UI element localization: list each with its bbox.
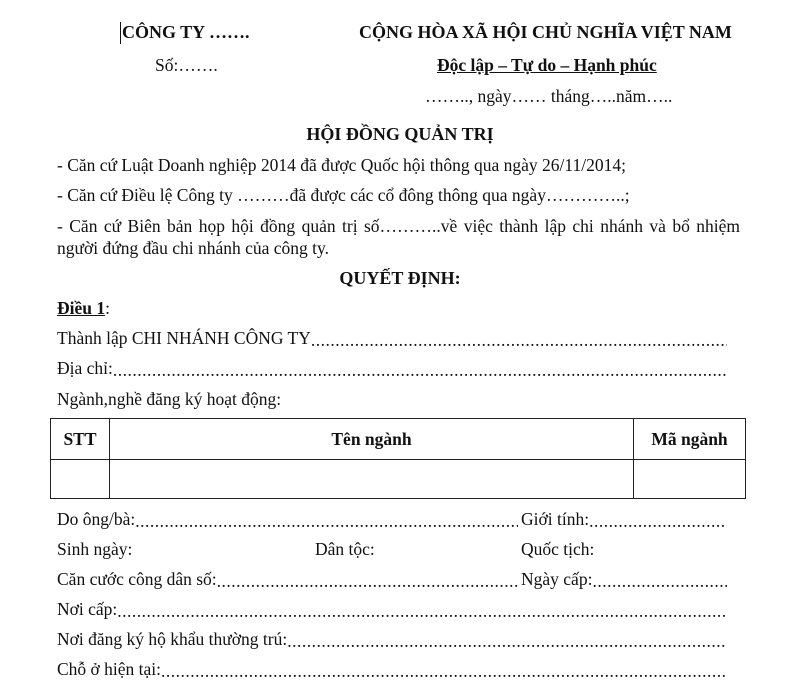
- board-title: HỘI ĐỒNG QUẢN TRỊ: [306, 124, 494, 144]
- gender-label: Giới tính:: [521, 509, 590, 529]
- current-address-line: [57, 659, 727, 680]
- nation-title: CỘNG HÒA XÃ HỘI CHỦ NGHĨA VIỆT NAM: [359, 22, 732, 42]
- establish-field[interactable]: [311, 330, 727, 350]
- text-cursor: [120, 22, 121, 44]
- basis-minutes: - Căn cứ Biên bản họp hội đồng quản trị số………..về việc thành lập chi nhánh và bổ nhiệm người đứng đầu chi nhánh của công ty.: [57, 216, 740, 258]
- current-address-field[interactable]: [161, 661, 727, 681]
- name-label: Do ông/bà:: [57, 509, 136, 529]
- company-name: CÔNG TY …….: [122, 22, 250, 42]
- issue-place-label: Nơi cấp:: [57, 599, 118, 619]
- gender-line: [521, 509, 727, 530]
- column-header-code: Mã ngành: [634, 419, 746, 460]
- document-number: Số:…….: [155, 55, 218, 75]
- nationality-label: Quốc tịch:: [521, 539, 595, 559]
- decision-title: QUYẾT ĐỊNH:: [339, 268, 461, 288]
- residence-line: [57, 629, 727, 650]
- residence-field[interactable]: [287, 631, 727, 651]
- id-line: [57, 569, 518, 590]
- cell-stt[interactable]: [51, 460, 110, 499]
- name-line: [57, 509, 518, 530]
- address-line: [57, 358, 727, 379]
- nation-motto: Độc lập – Tự do – Hạnh phúc: [437, 55, 657, 75]
- basis-law: - Căn cứ Luật Doanh nghiệp 2014 đã được Quốc hội thông qua ngày 26/11/2014;: [57, 155, 626, 175]
- residence-label: Nơi đăng ký hộ khẩu thường trú:: [57, 629, 288, 649]
- issue-date-field[interactable]: [592, 571, 727, 591]
- basis-charter: - Căn cứ Điều lệ Công ty ………đã được các cổ đông thông qua ngày…………..;: [57, 185, 630, 205]
- issue-place-line: [57, 599, 727, 620]
- business-table: [50, 418, 746, 499]
- address-field[interactable]: [113, 360, 727, 380]
- table-row: [51, 460, 746, 499]
- article-1-colon: :: [105, 298, 110, 318]
- business-label: Ngành,nghề đăng ký hoạt động:: [57, 389, 282, 409]
- column-header-name: Tên ngành: [110, 419, 634, 460]
- table-header-row: [51, 419, 746, 460]
- id-label: Căn cước công dân số:: [57, 569, 217, 589]
- id-field[interactable]: [217, 571, 518, 591]
- address-label: Địa chỉ:: [57, 358, 113, 378]
- establish-label: Thành lập CHI NHÁNH CÔNG TY: [57, 328, 311, 348]
- article-1-heading: [57, 298, 110, 319]
- issue-place-field[interactable]: [117, 601, 727, 621]
- column-header-stt: STT: [51, 419, 110, 460]
- current-address-label: Chỗ ở hiện tại:: [57, 659, 162, 679]
- issue-date-label: Ngày cấp:: [521, 569, 593, 589]
- birth-label: Sinh ngày:: [57, 539, 133, 559]
- date-line: …….., ngày…… tháng…..năm…..: [425, 86, 673, 106]
- cell-code[interactable]: [634, 460, 746, 499]
- establish-line: [57, 328, 727, 349]
- name-field[interactable]: [135, 511, 518, 531]
- gender-field[interactable]: [589, 511, 727, 531]
- cell-name[interactable]: [110, 460, 634, 499]
- issue-date-line: [521, 569, 727, 590]
- article-1-label: Điều 1: [57, 298, 106, 318]
- ethnic-label: Dân tộc:: [315, 539, 375, 559]
